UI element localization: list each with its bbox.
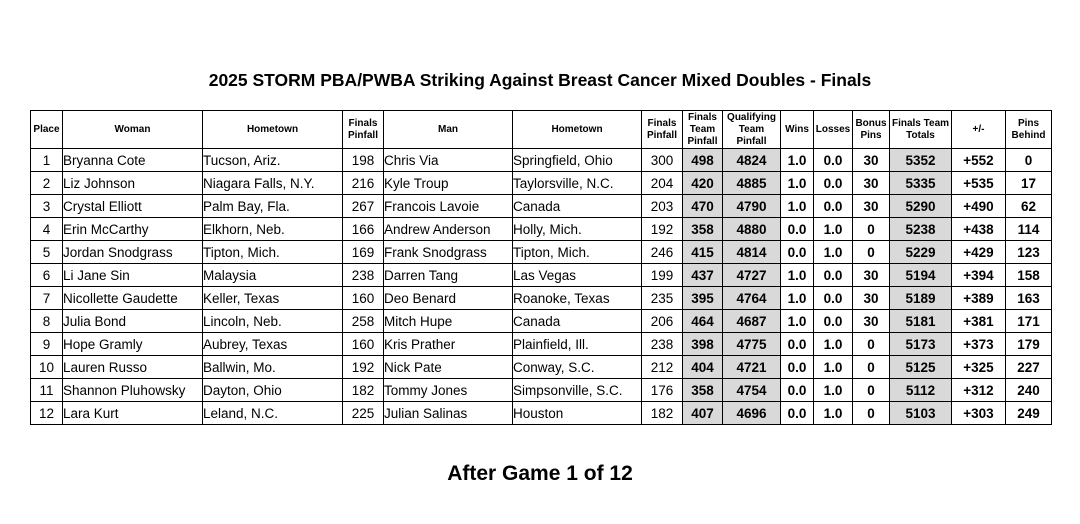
cell-losses: 0.0	[814, 172, 853, 195]
table-row	[31, 264, 1052, 287]
table-row	[31, 379, 1052, 402]
cell-bonus-pins: 30	[853, 195, 890, 218]
table-row	[31, 356, 1052, 379]
cell-losses: 0.0	[814, 195, 853, 218]
cell-finals-team-totals: 5238	[890, 218, 952, 241]
cell-wins: 1.0	[781, 287, 814, 310]
cell-woman-name: Liz Johnson	[63, 172, 203, 195]
cell-plus-minus: +312	[952, 379, 1006, 402]
cell-pins-behind: 17	[1006, 172, 1052, 195]
cell-bonus-pins: 30	[853, 287, 890, 310]
cell-pins-behind: 163	[1006, 287, 1052, 310]
cell-finals-team-pinfall: 404	[683, 356, 723, 379]
cell-man-hometown: Conway, S.C.	[513, 356, 642, 379]
cell-finals-team-totals: 5335	[890, 172, 952, 195]
table-row	[31, 149, 1052, 172]
cell-pins-behind: 123	[1006, 241, 1052, 264]
col-header-woman-hometown: Hometown	[203, 111, 343, 149]
cell-finals-team-pinfall: 358	[683, 218, 723, 241]
cell-finals-team-pinfall: 358	[683, 379, 723, 402]
cell-man-name: Julian Salinas	[384, 402, 513, 425]
cell-finals-team-pinfall: 395	[683, 287, 723, 310]
cell-wins: 0.0	[781, 379, 814, 402]
cell-bonus-pins: 0	[853, 356, 890, 379]
standings-table	[30, 110, 1052, 425]
cell-woman-finals-pinfall: 160	[343, 333, 384, 356]
table-row	[31, 333, 1052, 356]
cell-plus-minus: +490	[952, 195, 1006, 218]
cell-man-finals-pinfall: 212	[642, 356, 683, 379]
cell-finals-team-pinfall: 470	[683, 195, 723, 218]
col-header-man: Man	[384, 111, 513, 149]
cell-woman-hometown: Malaysia	[203, 264, 343, 287]
cell-pins-behind: 249	[1006, 402, 1052, 425]
cell-place: 5	[31, 241, 63, 264]
cell-wins: 0.0	[781, 356, 814, 379]
cell-finals-team-pinfall: 420	[683, 172, 723, 195]
cell-woman-name: Bryanna Cote	[63, 149, 203, 172]
cell-finals-team-totals: 5352	[890, 149, 952, 172]
cell-woman-name: Crystal Elliott	[63, 195, 203, 218]
cell-woman-finals-pinfall: 166	[343, 218, 384, 241]
cell-man-finals-pinfall: 238	[642, 333, 683, 356]
table-row	[31, 310, 1052, 333]
cell-woman-name: Hope Gramly	[63, 333, 203, 356]
table-row	[31, 287, 1052, 310]
cell-man-finals-pinfall: 206	[642, 310, 683, 333]
cell-man-hometown: Las Vegas	[513, 264, 642, 287]
cell-wins: 1.0	[781, 149, 814, 172]
cell-woman-hometown: Niagara Falls, N.Y.	[203, 172, 343, 195]
cell-losses: 1.0	[814, 402, 853, 425]
col-header-man-finals-pinfall: Finals Pinfall	[642, 111, 683, 149]
cell-place: 12	[31, 402, 63, 425]
cell-woman-finals-pinfall: 216	[343, 172, 384, 195]
cell-finals-team-pinfall: 464	[683, 310, 723, 333]
cell-plus-minus: +438	[952, 218, 1006, 241]
cell-man-finals-pinfall: 204	[642, 172, 683, 195]
cell-man-name: Kris Prather	[384, 333, 513, 356]
cell-plus-minus: +394	[952, 264, 1006, 287]
col-header-woman: Woman	[63, 111, 203, 149]
cell-qualifying-team-pinfall: 4687	[723, 310, 781, 333]
cell-woman-hometown: Tipton, Mich.	[203, 241, 343, 264]
cell-qualifying-team-pinfall: 4721	[723, 356, 781, 379]
cell-man-finals-pinfall: 246	[642, 241, 683, 264]
cell-bonus-pins: 30	[853, 264, 890, 287]
cell-plus-minus: +535	[952, 172, 1006, 195]
cell-losses: 1.0	[814, 379, 853, 402]
cell-wins: 1.0	[781, 310, 814, 333]
cell-finals-team-totals: 5112	[890, 379, 952, 402]
cell-man-hometown: Roanoke, Texas	[513, 287, 642, 310]
cell-wins: 0.0	[781, 218, 814, 241]
cell-woman-finals-pinfall: 267	[343, 195, 384, 218]
cell-pins-behind: 179	[1006, 333, 1052, 356]
cell-man-name: Francois Lavoie	[384, 195, 513, 218]
cell-finals-team-totals: 5181	[890, 310, 952, 333]
cell-woman-hometown: Elkhorn, Neb.	[203, 218, 343, 241]
cell-man-finals-pinfall: 192	[642, 218, 683, 241]
cell-woman-finals-pinfall: 169	[343, 241, 384, 264]
cell-losses: 0.0	[814, 264, 853, 287]
cell-qualifying-team-pinfall: 4754	[723, 379, 781, 402]
cell-losses: 0.0	[814, 287, 853, 310]
table-row	[31, 241, 1052, 264]
cell-pins-behind: 114	[1006, 218, 1052, 241]
cell-qualifying-team-pinfall: 4814	[723, 241, 781, 264]
cell-place: 7	[31, 287, 63, 310]
cell-man-name: Kyle Troup	[384, 172, 513, 195]
cell-pins-behind: 158	[1006, 264, 1052, 287]
col-header-woman-finals-pinfall: Finals Pinfall	[343, 111, 384, 149]
cell-man-hometown: Houston	[513, 402, 642, 425]
cell-woman-name: Nicollette Gaudette	[63, 287, 203, 310]
cell-qualifying-team-pinfall: 4764	[723, 287, 781, 310]
cell-qualifying-team-pinfall: 4885	[723, 172, 781, 195]
cell-man-name: Frank Snodgrass	[384, 241, 513, 264]
cell-man-finals-pinfall: 235	[642, 287, 683, 310]
col-header-losses: Losses	[814, 111, 853, 149]
cell-man-hometown: Springfield, Ohio	[513, 149, 642, 172]
col-header-wins: Wins	[781, 111, 814, 149]
cell-woman-name: Shannon Pluhowsky	[63, 379, 203, 402]
cell-losses: 1.0	[814, 333, 853, 356]
cell-qualifying-team-pinfall: 4824	[723, 149, 781, 172]
cell-finals-team-totals: 5103	[890, 402, 952, 425]
cell-man-hometown: Taylorsville, N.C.	[513, 172, 642, 195]
cell-bonus-pins: 30	[853, 310, 890, 333]
cell-finals-team-pinfall: 437	[683, 264, 723, 287]
cell-wins: 0.0	[781, 402, 814, 425]
cell-woman-hometown: Dayton, Ohio	[203, 379, 343, 402]
cell-losses: 1.0	[814, 241, 853, 264]
cell-place: 8	[31, 310, 63, 333]
cell-bonus-pins: 0	[853, 218, 890, 241]
cell-finals-team-totals: 5194	[890, 264, 952, 287]
cell-man-hometown: Simpsonville, S.C.	[513, 379, 642, 402]
cell-pins-behind: 0	[1006, 149, 1052, 172]
cell-finals-team-totals: 5189	[890, 287, 952, 310]
cell-woman-hometown: Aubrey, Texas	[203, 333, 343, 356]
cell-pins-behind: 62	[1006, 195, 1052, 218]
cell-man-finals-pinfall: 203	[642, 195, 683, 218]
cell-finals-team-pinfall: 415	[683, 241, 723, 264]
col-header-qualifying-team-pinfall: Qualifying Team Pinfall	[723, 111, 781, 149]
cell-woman-finals-pinfall: 238	[343, 264, 384, 287]
cell-woman-finals-pinfall: 198	[343, 149, 384, 172]
cell-wins: 0.0	[781, 333, 814, 356]
cell-woman-hometown: Palm Bay, Fla.	[203, 195, 343, 218]
cell-losses: 0.0	[814, 149, 853, 172]
col-header-finals-team-totals: Finals Team Totals	[890, 111, 952, 149]
cell-finals-team-totals: 5173	[890, 333, 952, 356]
cell-place: 3	[31, 195, 63, 218]
cell-woman-name: Julia Bond	[63, 310, 203, 333]
table-row	[31, 218, 1052, 241]
cell-man-name: Deo Benard	[384, 287, 513, 310]
cell-place: 4	[31, 218, 63, 241]
col-header-man-hometown: Hometown	[513, 111, 642, 149]
cell-man-finals-pinfall: 199	[642, 264, 683, 287]
cell-place: 6	[31, 264, 63, 287]
page-title: 2025 STORM PBA/PWBA Striking Against Breast Cancer Mixed Doubles - Finals	[208, 70, 872, 90]
cell-finals-team-pinfall: 498	[683, 149, 723, 172]
cell-wins: 1.0	[781, 195, 814, 218]
cell-man-hometown: Canada	[513, 310, 642, 333]
cell-bonus-pins: 30	[853, 149, 890, 172]
cell-bonus-pins: 30	[853, 172, 890, 195]
col-header-bonus-pins: Bonus Pins	[853, 111, 890, 149]
cell-man-name: Andrew Anderson	[384, 218, 513, 241]
cell-qualifying-team-pinfall: 4727	[723, 264, 781, 287]
cell-qualifying-team-pinfall: 4775	[723, 333, 781, 356]
cell-bonus-pins: 0	[853, 402, 890, 425]
cell-man-name: Chris Via	[384, 149, 513, 172]
cell-woman-name: Li Jane Sin	[63, 264, 203, 287]
cell-woman-finals-pinfall: 258	[343, 310, 384, 333]
cell-man-hometown: Canada	[513, 195, 642, 218]
cell-pins-behind: 240	[1006, 379, 1052, 402]
cell-woman-name: Lauren Russo	[63, 356, 203, 379]
cell-losses: 1.0	[814, 218, 853, 241]
table-row	[31, 172, 1052, 195]
cell-man-hometown: Plainfield, Ill.	[513, 333, 642, 356]
cell-wins: 0.0	[781, 241, 814, 264]
cell-pins-behind: 227	[1006, 356, 1052, 379]
cell-place: 1	[31, 149, 63, 172]
cell-woman-hometown: Keller, Texas	[203, 287, 343, 310]
cell-man-finals-pinfall: 182	[642, 402, 683, 425]
cell-woman-hometown: Ballwin, Mo.	[203, 356, 343, 379]
cell-man-name: Darren Tang	[384, 264, 513, 287]
cell-place: 11	[31, 379, 63, 402]
standings-body	[31, 149, 1052, 425]
cell-place: 10	[31, 356, 63, 379]
cell-plus-minus: +373	[952, 333, 1006, 356]
col-header-place: Place	[31, 111, 63, 149]
cell-bonus-pins: 0	[853, 333, 890, 356]
cell-woman-hometown: Lincoln, Neb.	[203, 310, 343, 333]
cell-woman-name: Jordan Snodgrass	[63, 241, 203, 264]
cell-man-name: Nick Pate	[384, 356, 513, 379]
cell-bonus-pins: 0	[853, 241, 890, 264]
cell-plus-minus: +303	[952, 402, 1006, 425]
cell-plus-minus: +389	[952, 287, 1006, 310]
cell-qualifying-team-pinfall: 4790	[723, 195, 781, 218]
table-row	[31, 195, 1052, 218]
table-row	[31, 402, 1052, 425]
cell-woman-finals-pinfall: 160	[343, 287, 384, 310]
cell-finals-team-pinfall: 398	[683, 333, 723, 356]
cell-losses: 0.0	[814, 310, 853, 333]
cell-woman-finals-pinfall: 225	[343, 402, 384, 425]
cell-finals-team-totals: 5229	[890, 241, 952, 264]
cell-plus-minus: +429	[952, 241, 1006, 264]
cell-man-hometown: Tipton, Mich.	[513, 241, 642, 264]
cell-finals-team-totals: 5125	[890, 356, 952, 379]
cell-plus-minus: +552	[952, 149, 1006, 172]
col-header-pins-behind: Pins Behind	[1006, 111, 1052, 149]
cell-man-finals-pinfall: 176	[642, 379, 683, 402]
col-header-plus-minus: +/-	[952, 111, 1006, 149]
cell-plus-minus: +381	[952, 310, 1006, 333]
col-header-finals-team-pinfall: Finals Team Pinfall	[683, 111, 723, 149]
cell-qualifying-team-pinfall: 4880	[723, 218, 781, 241]
cell-pins-behind: 171	[1006, 310, 1052, 333]
cell-wins: 1.0	[781, 172, 814, 195]
cell-finals-team-pinfall: 407	[683, 402, 723, 425]
cell-woman-hometown: Tucson, Ariz.	[203, 149, 343, 172]
header-row	[31, 111, 1052, 149]
cell-wins: 1.0	[781, 264, 814, 287]
cell-losses: 1.0	[814, 356, 853, 379]
cell-woman-finals-pinfall: 192	[343, 356, 384, 379]
cell-woman-name: Lara Kurt	[63, 402, 203, 425]
cell-man-name: Mitch Hupe	[384, 310, 513, 333]
cell-woman-finals-pinfall: 182	[343, 379, 384, 402]
cell-place: 9	[31, 333, 63, 356]
cell-woman-hometown: Leland, N.C.	[203, 402, 343, 425]
cell-woman-name: Erin McCarthy	[63, 218, 203, 241]
game-progress-label: After Game 1 of 12	[447, 462, 633, 485]
cell-man-hometown: Holly, Mich.	[513, 218, 642, 241]
cell-finals-team-totals: 5290	[890, 195, 952, 218]
cell-man-finals-pinfall: 300	[642, 149, 683, 172]
cell-place: 2	[31, 172, 63, 195]
cell-qualifying-team-pinfall: 4696	[723, 402, 781, 425]
cell-man-name: Tommy Jones	[384, 379, 513, 402]
cell-bonus-pins: 0	[853, 379, 890, 402]
cell-plus-minus: +325	[952, 356, 1006, 379]
